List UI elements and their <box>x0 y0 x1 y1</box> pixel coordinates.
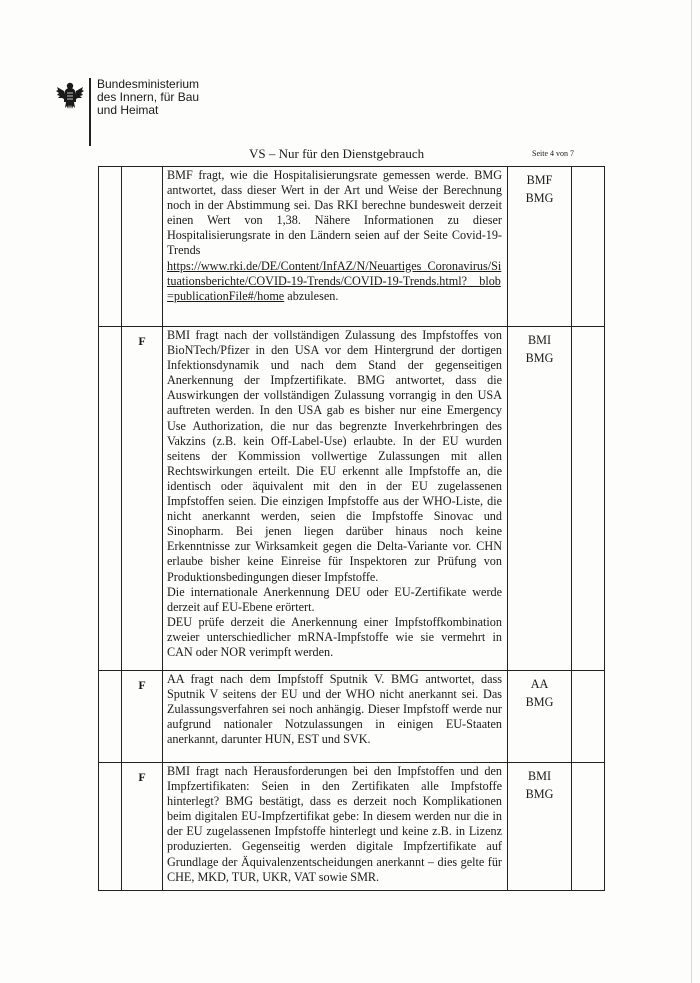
responsible-org: BMI <box>527 333 552 347</box>
page-number: Seite 4 von 7 <box>532 149 574 158</box>
index-cell <box>99 763 122 891</box>
ministry-name <box>97 78 199 117</box>
rki-link[interactable]: https://www.rki.de/DE/Content/InfAZ/N/Neuartiges_Coronavirus/Situationsberichte/COVID-19-Trends/COVID-19-Trends.html?__blob=publicationFile#/home <box>167 258 502 303</box>
row-paragraph: Die internationale Anerkennung DEU oder EU-Zertifikate werde derzeit auf EU-Ebene erörtert. <box>167 584 502 614</box>
index-cell <box>99 671 122 763</box>
table-row <box>99 327 605 671</box>
responsible-org: BMF <box>526 173 553 187</box>
responsible-cell <box>508 763 572 891</box>
row-content <box>163 327 508 671</box>
responsible-org: BMI <box>527 769 552 783</box>
status-cell <box>572 167 605 327</box>
status-cell <box>572 327 605 671</box>
status-cell <box>572 671 605 763</box>
table-row <box>99 763 605 891</box>
row-paragraph: BMI fragt nach der vollständigen Zulassung des Impfstoffes von BioNTech/Pfizer in den USA vor dem Hintergrund der dortigen Infektionsdynamik und nach dem Stand der gegenseitigen Anerkennung der Impfzertifikate. BMG antwortet, dass die Auswirkungen der vollständigen Zulassung vorrangig in den USA auftreten werden. In den USA gab es bisher nur eine Emergency Use Authorization, die nur das begrenzte Inverkehrbringen des Vakzins (z.B. kein Off-Label-Use) erlaubte. In der EU wurden seitens der Kommission vollwertige Zulassungen mit allen Rechtswirkungen erteilt. Die EU erkennt alle Impfstoffe an, die identisch oder äquivalent mit den in der EU zugelassenen Impfstoffen seien. Die einzigen Impfstoffe aus der WHO-Liste, die nicht anerkannt werden, seien die Impfstoffe Sinovac und Sinopharm. Bei jenen liegen darüber hinaus noch keine Erkenntnisse zur Wirksamkeit gegen die Delta-Variante vor. CHN erlaube bisher keine Einreise für Inspektoren zur Prüfung von Produktionsbedingungen dieser Impfstoffe. <box>167 328 502 584</box>
status-cell <box>572 763 605 891</box>
index-cell <box>99 167 122 327</box>
index-cell <box>99 327 122 671</box>
responsible-org: BMG <box>525 191 554 205</box>
federal-eagle-icon <box>56 80 84 110</box>
row-content <box>163 167 508 327</box>
ministry-line-2: des Innern, für Bau <box>97 90 200 104</box>
responsible-cell <box>508 671 572 763</box>
row-paragraph: BMF fragt, wie die Hospitalisierungsrate gemessen werde. BMG antwortet, dass dieser Wert in der Art und Weise der Berechnung noch in der Abstimmung sei. Das RKI berechne bundesweit derzeit einen Wert von 1,38. Nähere Informationen zu dieser Hospitalisierungsrate in den Ländern seien auf der Seite Covid-19-Trends <box>167 168 502 258</box>
row-content <box>163 763 508 891</box>
link-suffix: abzulesen. <box>284 288 339 303</box>
type-marker: F <box>122 327 163 671</box>
responsible-org: AA <box>530 677 549 691</box>
responsible-org: BMG <box>525 695 554 709</box>
row-paragraph: DEU prüfe derzeit die Anerkennung einer Impfstoffkombination zweier unterschiedlicher mRNA-Impfstoffe wie sie vermehrt in CAN oder NOR verimpft werden. <box>167 614 502 659</box>
ministry-line-1: Bundesministerium <box>97 77 200 91</box>
row-content <box>163 671 508 763</box>
type-marker: F <box>122 763 163 891</box>
ministry-bar <box>89 78 91 146</box>
type-marker <box>122 167 163 327</box>
type-marker: F <box>122 671 163 763</box>
ministry-line-3: und Heimat <box>97 103 159 117</box>
responsible-org: BMG <box>525 787 554 801</box>
table-row <box>99 671 605 763</box>
classification-label: VS – Nur für den Dienstgebrauch <box>249 146 425 161</box>
page-edge <box>691 0 692 983</box>
table-row <box>99 167 605 327</box>
minutes-table <box>98 166 605 891</box>
row-paragraph: AA fragt nach dem Impfstoff Sputnik V. BMG antwortet, dass Sputnik V seitens der EU und der WHO nicht anerkannt sei. Das Zulassungsverfahren sei noch anhängig. Dieser Impfstoff werde nur aufgrund nationaler Notzulassungen in einigen EU-Staaten anerkannt, darunter HUN, EST und SVK. <box>167 672 502 747</box>
row-paragraph: BMI fragt nach Herausforderungen bei den Impfstoffen und den Impfzertifikaten: Seien in den Zertifikaten alle Impfstoffe hinterlegt? BMG bestätigt, dass es derzeit noch Komplikationen beim digitalen EU-Impfzertifikat gebe: In diesem werden nur die in der EU zugelassenen Impfstoffe hinterlegt und keine z.B. in Lizenz produzierten. Gegenseitig werden digitale Impfzertifikate auf Grundlage der Äquivalenzentscheidungen anerkannt – dies gelte für CHE, MKD, TUR, UKR, VAT sowie SMR. <box>167 764 502 884</box>
row-link-line <box>167 259 502 304</box>
responsible-cell <box>508 167 572 327</box>
responsible-cell <box>508 327 572 671</box>
responsible-org: BMG <box>525 351 554 365</box>
